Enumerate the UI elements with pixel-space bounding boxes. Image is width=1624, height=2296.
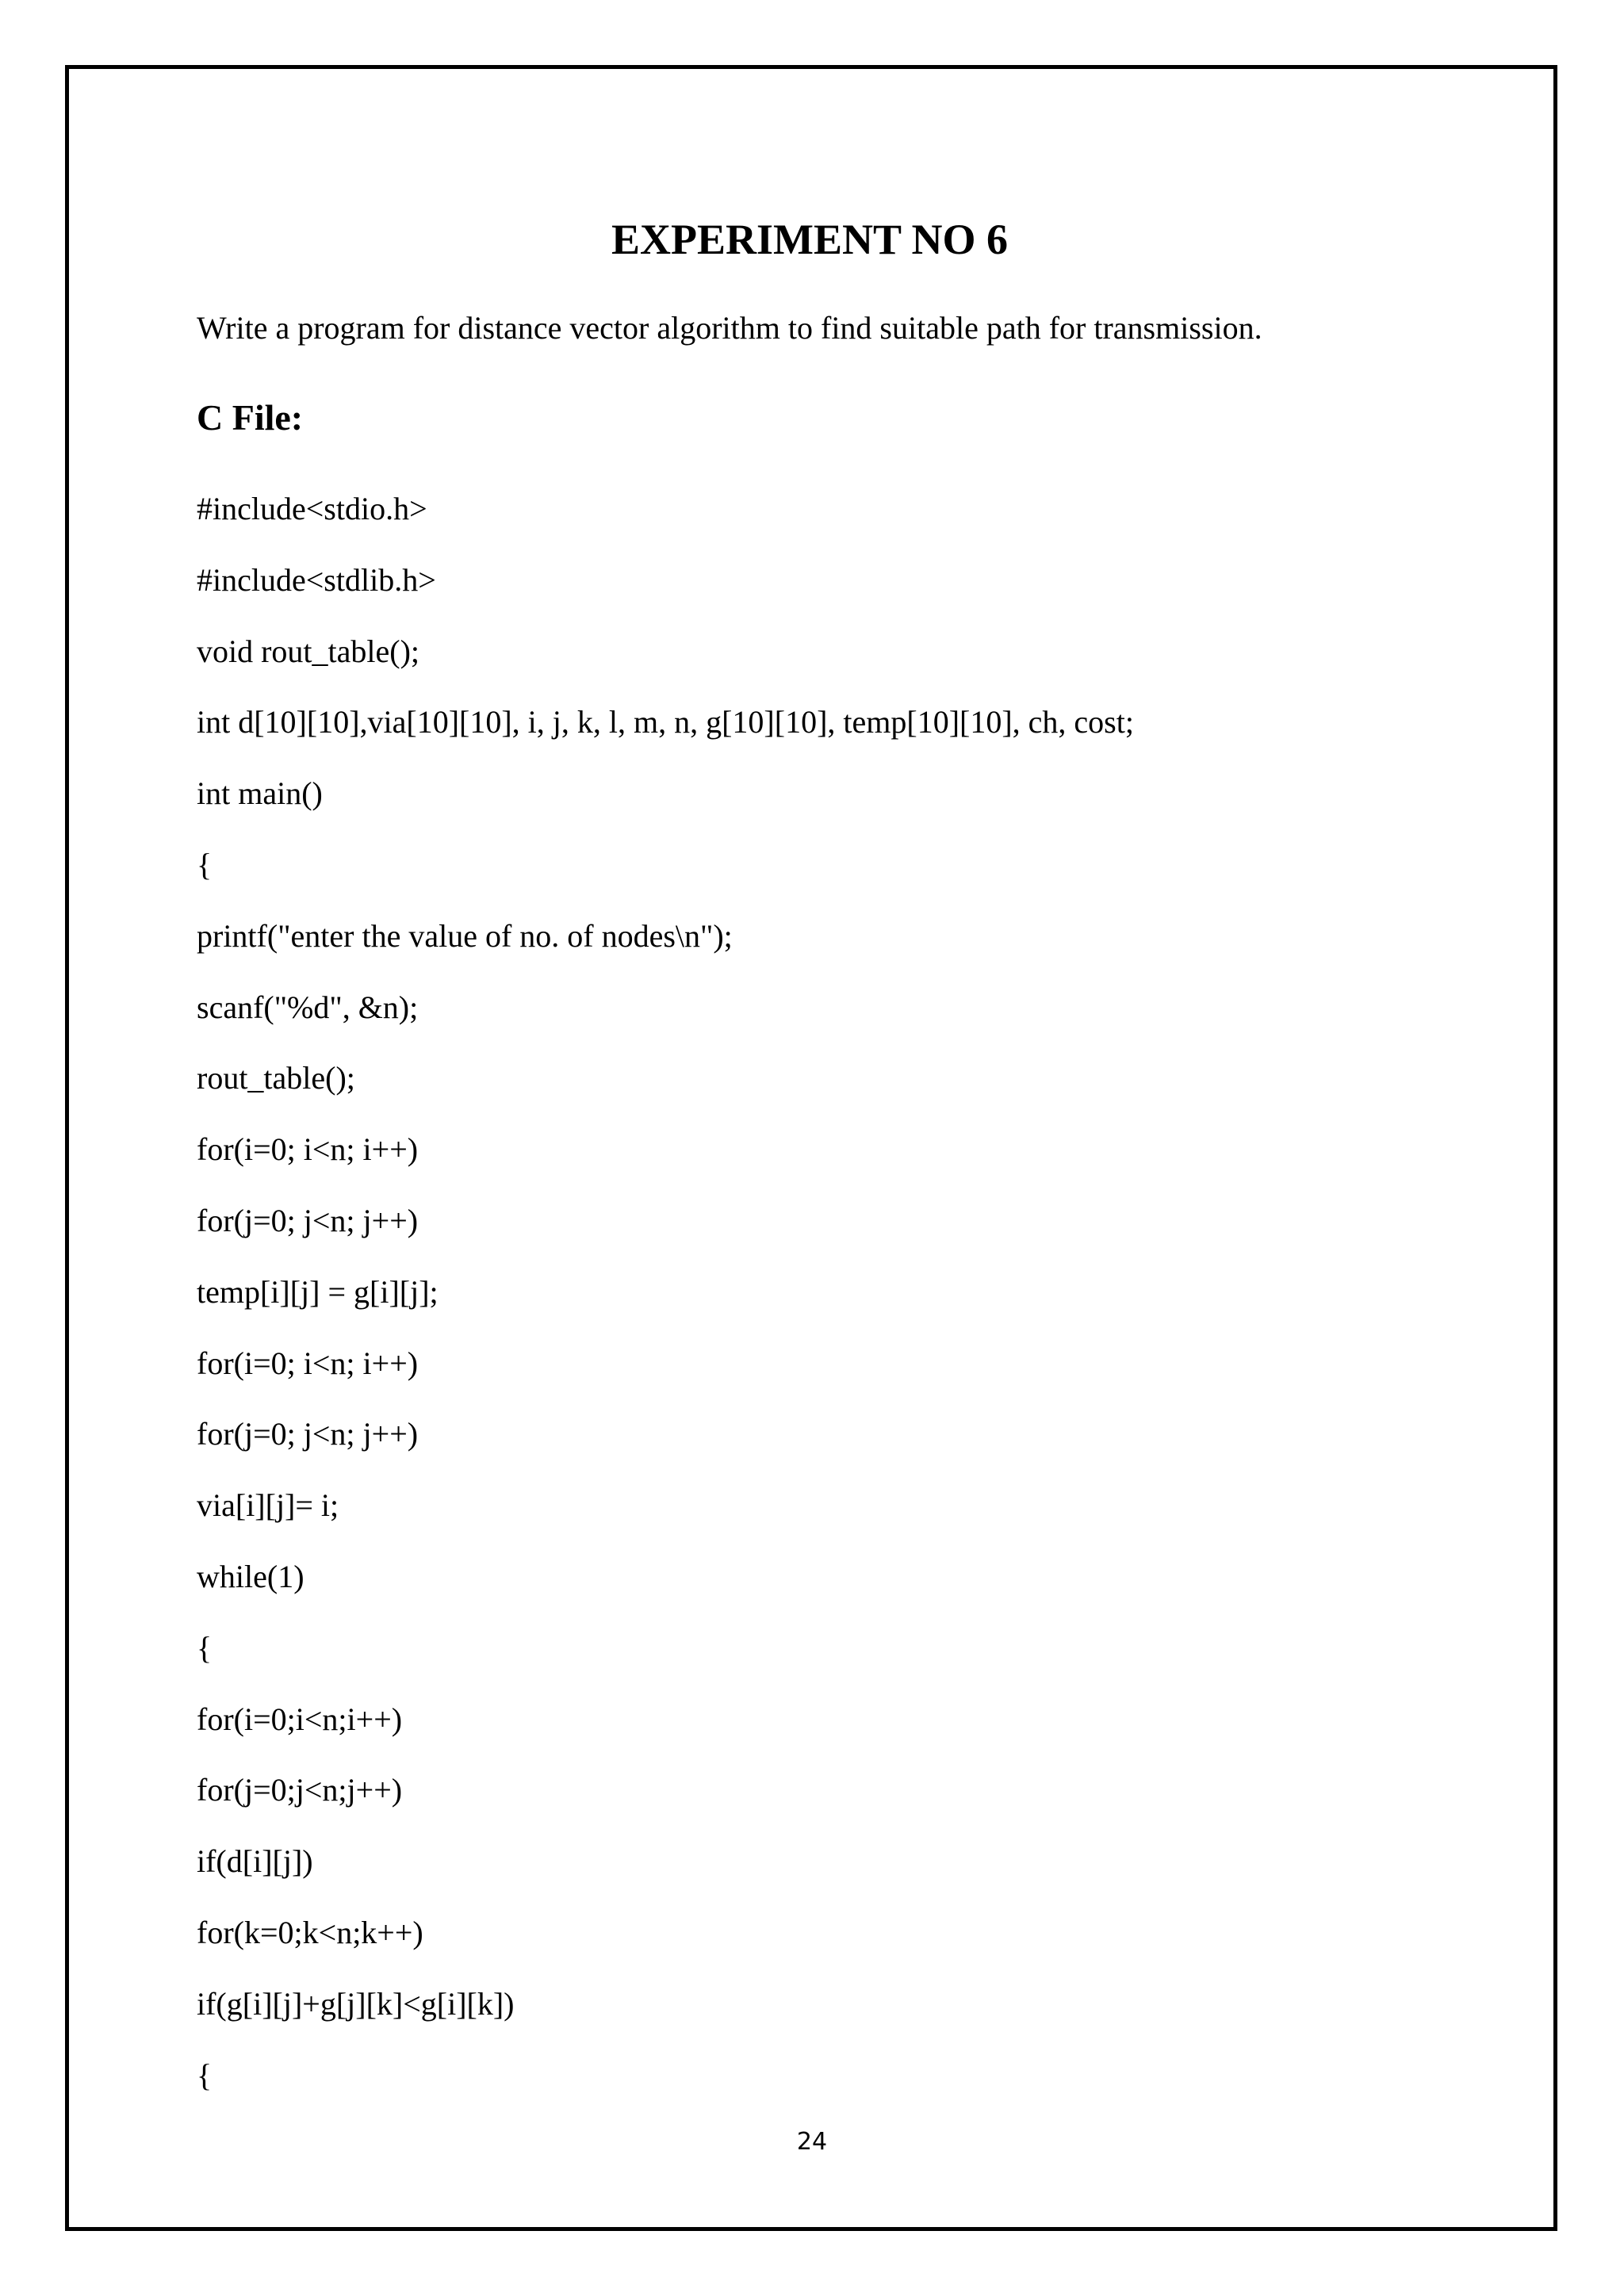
code-line: while(1) — [197, 1558, 304, 1594]
task-statement: Write a program for distance vector algorithm to find suitable path for transmission. — [197, 310, 1262, 346]
page-number: 24 — [796, 2128, 828, 2156]
code-line: void rout_table(); — [197, 633, 420, 669]
code-line: via[i][j]= i; — [197, 1487, 339, 1524]
code-line: { — [197, 2057, 213, 2093]
code-line: #include<stdlib.h> — [197, 561, 436, 598]
code-line: for(i=0; i<n; i++) — [197, 1345, 419, 1381]
code-line: printf("enter the value of no. of nodes\n"); — [197, 917, 733, 954]
code-line: for(j=0;j<n;j++) — [197, 1772, 403, 1808]
code-line: { — [197, 846, 213, 882]
code-line: rout_table(); — [197, 1060, 355, 1096]
code-line: int d[10][10],via[10][10], i, j, k, l, m, n, g[10][10], temp[10][10], ch, cost; — [197, 704, 1134, 740]
code-line: for(j=0; j<n; j++) — [197, 1202, 419, 1238]
code-line: int main() — [197, 775, 323, 812]
code-line: for(i=0;i<n;i++) — [197, 1701, 403, 1737]
section-heading-c-file: C File: — [197, 397, 304, 438]
code-line: for(k=0;k<n;k++) — [197, 1914, 423, 1950]
experiment-title: EXPERIMENT NO 6 — [611, 216, 1009, 263]
code-line: { — [197, 1629, 213, 1666]
code-line: if(g[i][j]+g[j][k]<g[i][k]) — [197, 1985, 515, 2022]
code-line: scanf("%d", &n); — [197, 989, 419, 1025]
code-line: temp[i][j] = g[i][j]; — [197, 1273, 439, 1310]
code-line: for(i=0; i<n; i++) — [197, 1131, 419, 1168]
code-line: for(j=0; j<n; j++) — [197, 1416, 419, 1452]
code-listing — [197, 487, 1134, 2124]
code-line: #include<stdio.h> — [197, 491, 427, 526]
code-line: if(d[i][j]) — [197, 1843, 313, 1880]
